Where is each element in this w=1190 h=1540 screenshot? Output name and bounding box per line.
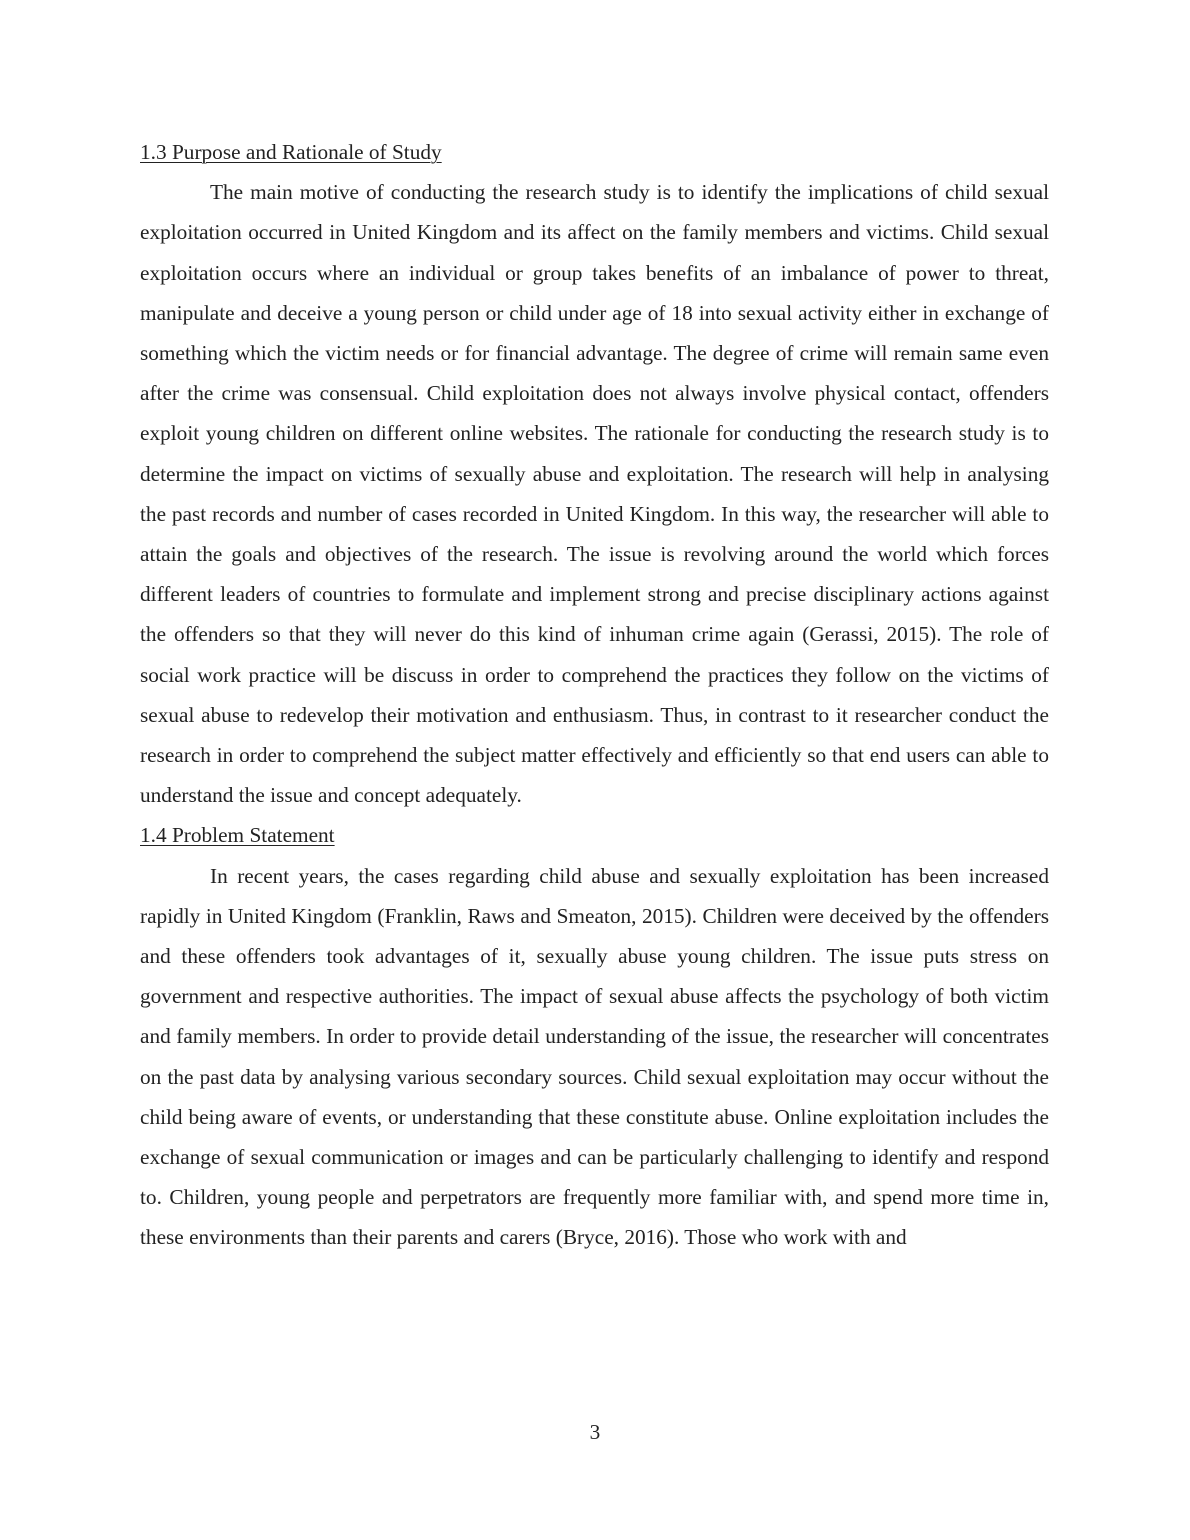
section-heading-problem-statement: 1.4 Problem Statement bbox=[140, 823, 335, 848]
page-content bbox=[140, 132, 1049, 1258]
section-paragraph-purpose: The main motive of conducting the research study is to identify the implications of child sexual exploitation occurred in United Kingdom and its affect on the family members and victims. Child sexual exploitation occurs where an individual or group takes benefits of an imbalance of power to threat, manipulate and deceive a young person or child under age of 18 into sexual activity either in exchange of something which the victim needs or for financial advantage. The degree of crime will remain same even after the crime was consensual. Child exploitation does not always involve physical contact, offenders exploit young children on different online websites. The rationale for conducting the research study is to determine the impact on victims of sexually abuse and exploitation. The research will help in analysing the past records and number of cases recorded in United Kingdom. In this way, the researcher will able to attain the goals and objectives of the research. The issue is revolving around the world which forces different leaders of countries to formulate and implement strong and precise disciplinary actions against the offenders so that they will never do this kind of inhuman crime again (Gerassi, 2015). The role of social work practice will be discuss in order to comprehend the practices they follow on the victims of sexual abuse to redevelop their motivation and enthusiasm. Thus, in contrast to it researcher conduct the research in order to comprehend the subject matter effectively and efficiently so that end users can able to understand the issue and concept adequately. bbox=[140, 180, 1049, 808]
section-paragraph-problem-statement: In recent years, the cases regarding child abuse and sexually exploitation has been increased rapidly in United Kingdom (Franklin, Raws and Smeaton, 2015). Children were deceived by the offenders and these offenders took advantages of it, sexually abuse young children. The issue puts stress on government and respective authorities. The impact of sexual abuse affects the psychology of both victim and family members. In order to provide detail understanding of the issue, the researcher will concentrates on the past data by analysing various secondary sources. Child sexual exploitation may occur without the child being aware of events, or understanding that these constitute abuse. Online exploitation includes the exchange of sexual communication or images and can be particularly challenging to identify and respond to. Children, young people and perpetrators are frequently more familiar with, and spend more time in, these environments than their parents and carers (Bryce, 2016). Those who work with and bbox=[140, 863, 1049, 1250]
page-number: 3 bbox=[589, 1420, 601, 1444]
section-heading-purpose: 1.3 Purpose and Rationale of Study bbox=[140, 140, 442, 164]
